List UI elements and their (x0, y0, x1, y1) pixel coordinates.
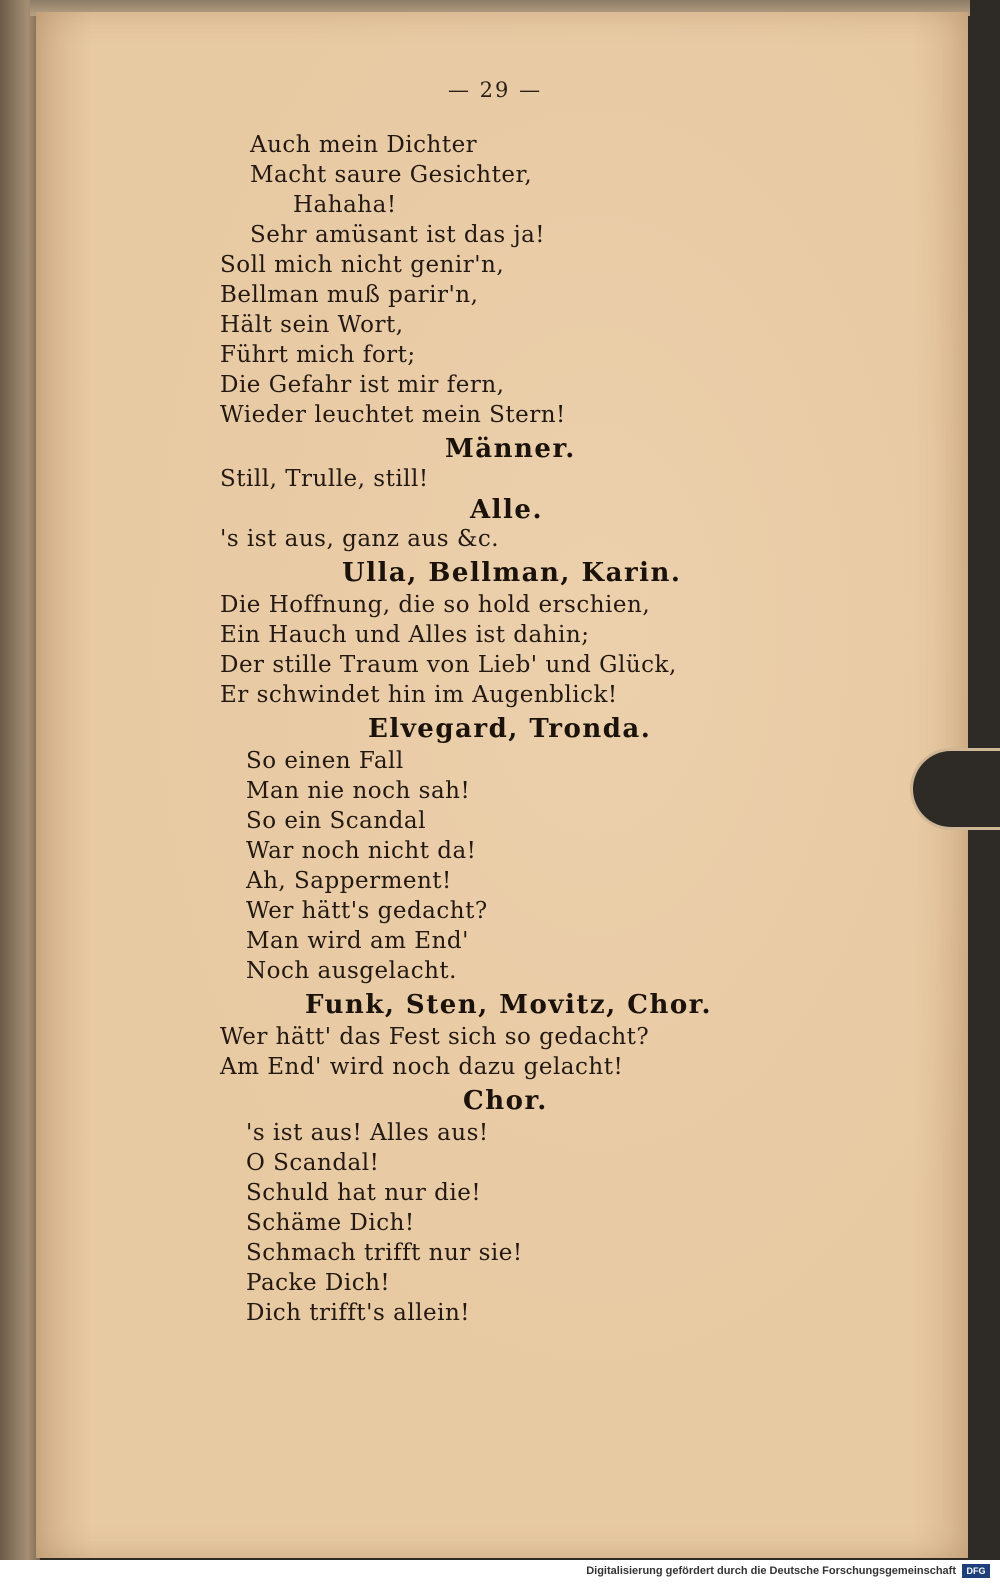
speaker-heading: Männer. (445, 434, 576, 464)
verse-line: Er schwindet hin im Augenblick! (220, 682, 618, 708)
verse-line: Am End' wird noch dazu gelacht! (220, 1054, 624, 1080)
page-tab-cutout (910, 748, 1000, 830)
verse-line: So einen Fall (246, 748, 404, 774)
verse-line: Ein Hauch und Alles ist dahin; (220, 622, 590, 648)
speaker-heading: Elvegard, Tronda. (368, 714, 652, 744)
verse-line: Still, Trulle, still! (220, 466, 429, 492)
dfg-logo: DFG (962, 1564, 990, 1578)
verse-line: Auch mein Dichter (250, 132, 478, 158)
verse-line: Macht saure Gesichter, (250, 162, 533, 188)
verse-line: Hält sein Wort, (220, 312, 404, 338)
verse-line: Noch ausgelacht. (246, 958, 457, 984)
speaker-heading: Chor. (463, 1086, 548, 1116)
verse-line: Führt mich fort; (220, 342, 416, 368)
speaker-heading: Ulla, Bellman, Karin. (342, 558, 682, 588)
verse-line: Bellman muß parir'n, (220, 282, 479, 308)
verse-line: Der stille Traum von Lieb' und Glück, (220, 652, 677, 678)
verse-line: Man wird am End' (246, 928, 469, 954)
verse-line: Schäme Dich! (246, 1210, 415, 1236)
book-cover-edge (0, 0, 40, 1560)
verse-line: Wer hätt's gedacht? (246, 898, 488, 924)
verse-line: Die Gefahr ist mir fern, (220, 372, 505, 398)
verse-line: Man nie noch sah! (246, 778, 471, 804)
verse-line: Dich trifft's allein! (246, 1300, 471, 1326)
verse-line: Schuld hat nur die! (246, 1180, 482, 1206)
verse-line: Die Hoffnung, die so hold erschien, (220, 592, 651, 618)
verse-line: So ein Scandal (246, 808, 426, 834)
verse-line: Sehr amüsant ist das ja! (250, 222, 546, 248)
verse-line: War noch nicht da! (246, 838, 477, 864)
verse-line: Hahaha! (293, 192, 397, 218)
verse-line: Packe Dich! (246, 1270, 391, 1296)
verse-line: O Scandal! (246, 1150, 380, 1176)
verse-line: Wer hätt' das Fest sich so gedacht? (220, 1024, 650, 1050)
verse-line: Soll mich nicht genir'n, (220, 252, 505, 278)
page-number: — 29 — (448, 78, 543, 102)
speaker-heading: Alle. (470, 495, 544, 525)
verse-line: 's ist aus, ganz aus &c. (220, 526, 500, 552)
verse-line: Ah, Sapperment! (246, 868, 452, 894)
verse-line: Wieder leuchtet mein Stern! (220, 402, 566, 428)
funding-credit: Digitalisierung gefördert durch die Deutsche Forschungsgemeinschaft (586, 1565, 956, 1577)
verse-line: 's ist aus! Alles aus! (246, 1120, 489, 1146)
speaker-heading: Funk, Sten, Movitz, Chor. (305, 990, 713, 1020)
verse-line: Schmach trifft nur sie! (246, 1240, 523, 1266)
